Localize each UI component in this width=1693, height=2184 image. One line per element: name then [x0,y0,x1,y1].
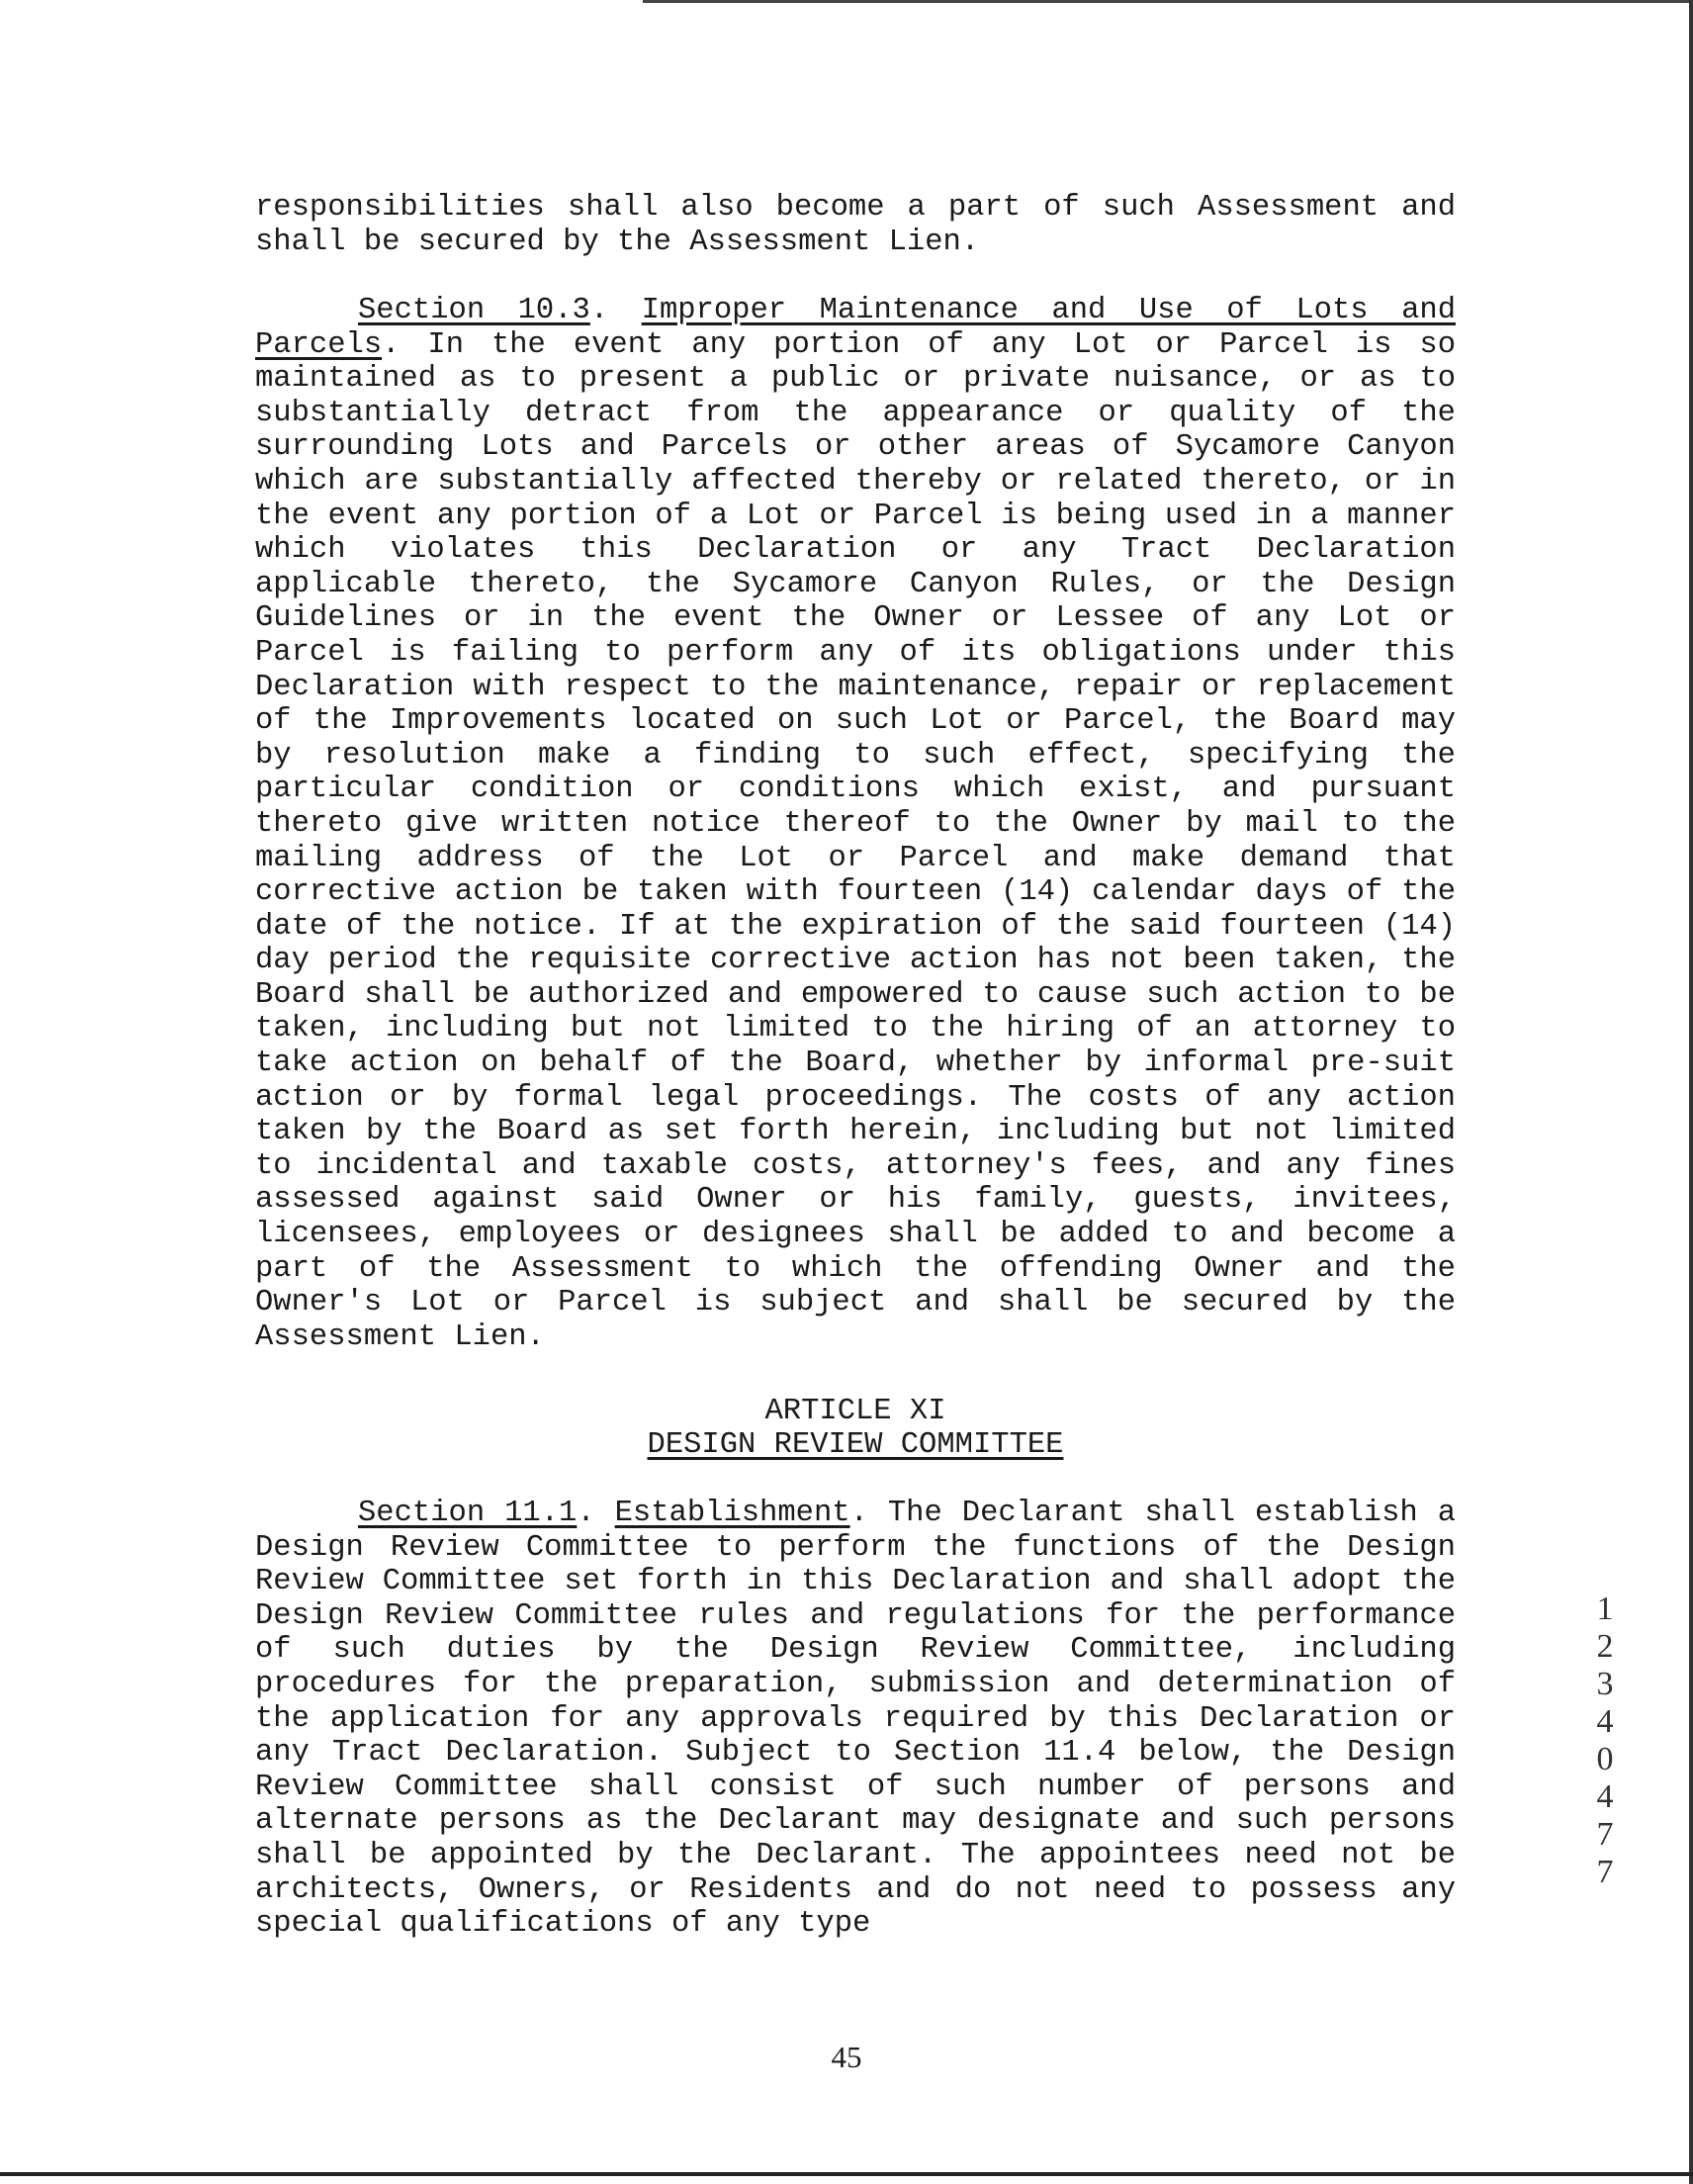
section-10-3-body: In the event any portion of any Lot or Parcel is so maintained as to present a public or private nuisance, or as to substantially detract from the appearance or quality of the surrounding Lots and Parcels or other areas of Sycamore Canyon which are substantially affected thereby or related thereto, or in the event any portion of a Lot or Parcel is being used in a manner which violates this Declaration or any Tract Declaration applicable thereto, the Sycamore Canyon Rules, or the Design Guidelines or in the event the Owner or Lessee of any Lot or Parcel is failing to perform any of its obligations under this Declaration with respect to the maintenance, repair or replacement of the Improvements located on such Lot or Parcel, the Board may by resolution make a finding to such effect, specifying the particular condition or conditions which exist, and pursuant thereto give written notice thereof to the Owner by mail to the mailing address of the Lot or Parcel and make demand that corrective action be taken with fourteen (14) calendar days of the date of the notice. If at the expiration of the said fourteen (14) day period the requisite corrective action has not been taken, the Board shall be authorized and empowered to cause such action to be taken, including but not limited to the hiring of an attorney to take action on behalf of the Board, whether by informal pre-suit action or by formal legal proceedings. The costs of any action taken by the Board as set forth herein, including but not limited to incidental and taxable costs, attorney's fees, and any fines assessed against said Owner or his family, guests, invitees, licensees, employees or designees shall be added to and become a part of the Assessment to which the offending Owner and the Owner's Lot or Parcel is subject and shall be secured by the Assessment Lien. [255,327,1457,1354]
page-number: 45 [831,2040,862,2074]
article-title-text: DESIGN REVIEW COMMITTEE [647,1428,1064,1462]
scan-right-edge-line [1689,0,1693,2184]
section-11-1-title: Establishment [614,1497,850,1530]
article-title [255,1428,1456,1462]
article-number: ARTICLE XI [764,1395,946,1428]
scan-bottom-edge-line [0,2172,1693,2176]
section-11-1-body: The Declarant shall establish a Design Review Committee to perform the functions of the Design Review Committee set forth in this Declaration and shall adopt the Design Review Committee rules and regulations for the performance of such duties by the Design Review Committee, including procedures for the preparation, submission and determination of the application for any approvals required by this Declaration or any Tract Declaration. Subject to Section 11.4 below, the Design Review Committee shall consist of such number of persons and alternate persons as the Declarant may designate and such persons shall be appointed by the Declarant. The appointees need not be architects, Owners, or Residents and do not need to possess any special qualifications of any type [255,1497,1456,1942]
scan-top-edge-line [643,0,1693,3]
section-10-3-label: Section 10.3 [358,294,590,327]
continuation-paragraph [255,191,1456,259]
section-10-3-paragraph: Section 10.3. Improper Maintenance and Use of Lots and Parcels. In the event any portion of any Lot or Parcel is so maintained as to present a public or private nuisance, or as to substantially detract from the appearance or quality of the surrounding Lots and Parcels or other areas of Sycamore Canyon which are substantially affected thereby or related thereto, or in the event any portion of a Lot or Parcel is being used in a manner which violates this Declaration or any Tract Declaration applicable thereto, the Sycamore Canyon Rules, or the Design Guidelines or in the event the Owner or Lessee of any Lot or Parcel is failing to perform any of its obligations under this Declaration with respect to the maintenance, repair or replacement of the Improvements located on such Lot or Parcel, the Board may by resolution make a finding to such effect, specifying the particular condition or conditions which exist, and pursuant thereto give written notice thereof to the Owner by mail to the mailing address of the Lot or Parcel and make demand that corrective action be taken with fourteen (14) calendar days of the date of the notice. If at the expiration of the said fourteen (14) day period the requisite corrective action has not been taken, the Board shall be authorized and empowered to cause such action to be taken, including but not limited to the hiring of an attorney to take action on behalf of the Board, whether by informal pre-suit action or by formal legal proceedings. The costs of any action taken by the Board as set forth herein, including but not limited to incidental and taxable costs, attorney's fees, and any fines assessed against said Owner or his family, guests, invitees, licensees, employees or designees shall be added to and become a part of the Assessment to which the offending Owner and the Owner's Lot or Parcel is subject and shall be secured by the Assessment Lien. [255,294,1457,1354]
section-10-3-title: Improper Maintenance and Use of Lots and Parcels [255,294,1456,362]
side-stamp-number: 1234 0477 [1596,1591,1614,1890]
continuation-text: responsibilities shall also become a part of such Assessment and shall be secured by the Assessment Lien. [255,191,1456,259]
section-11-1-paragraph: Section 11.1. Establishment. The Declarant shall establish a Design Review Committee to perform the functions of the Design Review Committee set forth in this Declaration and shall adopt the Design Review Committee rules and regulations for the performance of such duties by the Design Review Committee, including procedures for the preparation, submission and determination of the application for any approvals required by this Declaration or any Tract Declaration. Subject to Section 11.4 below, the Design Review Committee shall consist of such number of persons and alternate persons as the Declarant may designate and such persons shall be appointed by the Declarant. The appointees need not be architects, Owners, or Residents and do not need to possess any special qualifications of any type [255,1497,1456,1942]
section-11-1-label: Section 11.1 [358,1497,578,1530]
